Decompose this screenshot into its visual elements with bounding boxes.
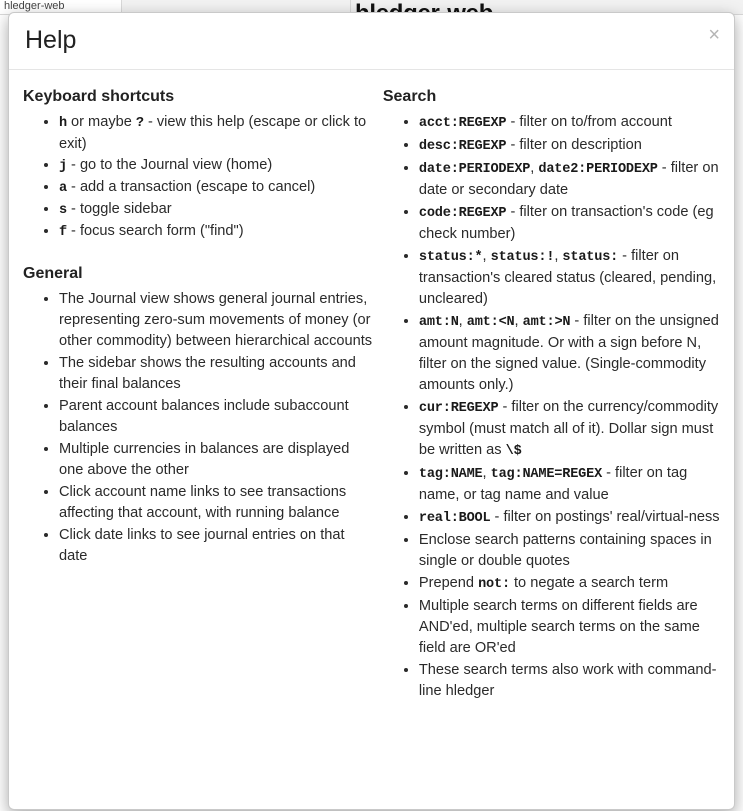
list-item: • amt:N, amt:<N, amt:>N - filter on the unsigned amount magnitude. Or with a sign before N, filter on the signed value. (Single-commodity amounts only.) <box>419 311 720 396</box>
close-icon[interactable]: × <box>708 24 720 46</box>
code-token: date2:PERIODEXP <box>538 162 658 177</box>
list-item: • The sidebar shows the resulting accounts and their final balances <box>59 353 373 395</box>
list-item: • Click date links to see journal entries on that date <box>59 525 373 567</box>
general-list <box>23 289 373 567</box>
code-token: date:PERIODEXP <box>418 162 531 177</box>
code-token: ? <box>135 116 144 131</box>
list-item: • tag:NAME, tag:NAME=REGEX - filter on tag name, or tag name and value <box>419 463 720 506</box>
code-token: cur:REGEXP <box>418 401 499 416</box>
list-item: • s - toggle sidebar <box>59 199 373 221</box>
list-item: • j - go to the Journal view (home) <box>59 155 373 177</box>
code-token: desc:REGEXP <box>418 139 507 154</box>
list-item: • acct:REGEXP - filter on to/from account <box>419 112 720 134</box>
code-token: tag:NAME=REGEX <box>490 467 603 482</box>
list-item: • status:*, status:!, status: - filter on transaction's cleared status (cleared, pending, uncleared) <box>419 246 720 310</box>
code-token: j <box>59 159 67 174</box>
code-token: acct:REGEXP <box>418 116 507 131</box>
code-token: tag:NAME <box>418 467 483 482</box>
code-token: status:* <box>418 250 483 265</box>
help-modal <box>8 12 735 810</box>
code-token: amt:<N <box>466 315 515 330</box>
list-item: • date:PERIODEXP, date2:PERIODEXP - filter on date or secondary date <box>419 158 720 201</box>
code-token: status: <box>562 250 619 265</box>
code-token: status:! <box>490 250 555 265</box>
list-item: • code:REGEXP - filter on transaction's code (eg check number) <box>419 202 720 245</box>
list-item: • Multiple search terms on different fields are AND'ed, multiple search terms on the same field are OR'ed <box>419 596 720 659</box>
code-token: f <box>59 225 67 240</box>
browser-tab[interactable]: hledger-web <box>0 0 122 14</box>
list-item: • Enclose search patterns containing spaces in single or double quotes <box>419 530 720 572</box>
help-modal-body <box>9 70 734 810</box>
code-token: amt:N <box>418 315 459 330</box>
list-item: • Parent account balances include subaccount balances <box>59 396 373 438</box>
section-heading-general: General <box>23 265 83 282</box>
code-token: real:BOOL <box>418 511 491 526</box>
code-token: amt:>N <box>522 315 571 330</box>
list-item: • Click account name links to see transactions affecting that account, with running balance <box>59 482 373 524</box>
search-terms-list <box>383 112 720 702</box>
code-token: \$ <box>505 444 522 459</box>
help-left-column <box>23 88 383 800</box>
list-item: • The Journal view shows general journal entries, representing zero-sum movements of money (or other commodity) between hierarchical accounts <box>59 289 373 352</box>
list-item: • real:BOOL - filter on postings' real/virtual-ness <box>419 507 720 529</box>
keyboard-shortcuts-list <box>23 112 373 243</box>
code-token: s <box>59 203 67 218</box>
section-heading-search: Search <box>382 88 437 105</box>
list-item: • a - add a transaction (escape to cancel) <box>59 177 373 199</box>
list-item: • f - focus search form ("find") <box>59 221 373 243</box>
list-item: • desc:REGEXP - filter on description <box>419 135 720 157</box>
code-token: not: <box>478 577 510 592</box>
list-item: • h or maybe ? - view this help (escape or click to exit) <box>59 112 373 155</box>
list-item: • These search terms also work with command-line hledger <box>419 660 720 702</box>
code-token: a <box>59 181 67 196</box>
code-token: code:REGEXP <box>418 206 507 221</box>
list-item: • Multiple currencies in balances are displayed one above the other <box>59 439 373 481</box>
section-heading-keyboard-shortcuts: Keyboard shortcuts <box>23 88 175 105</box>
list-item: • Prepend not: to negate a search term <box>419 573 720 595</box>
help-modal-title: Help <box>25 26 77 54</box>
list-item: • cur:REGEXP - filter on the currency/commodity symbol (must match all of it). Dollar sign must be written as \$ <box>419 397 720 462</box>
help-right-column <box>383 88 720 800</box>
help-modal-header <box>9 13 734 70</box>
code-token: h <box>59 116 67 131</box>
